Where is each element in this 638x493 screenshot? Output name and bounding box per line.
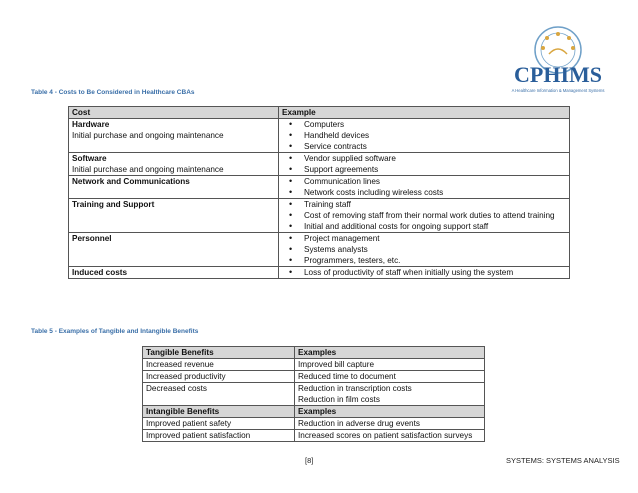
cost-note: Initial purchase and ongoing maintenance: [72, 165, 224, 174]
table-row: [143, 371, 485, 383]
table5-caption: Table 5 - Examples of Tangible and Intangible Benefits: [31, 328, 199, 335]
example-cell: Reduced time to document: [295, 371, 485, 383]
example-cell: Increased scores on patient satisfaction surveys: [295, 430, 485, 442]
example-item: • Computers: [304, 119, 566, 130]
cost-name: Network and Communications: [72, 177, 190, 186]
table-row: [143, 359, 485, 371]
example-item: • Systems analysts: [304, 244, 566, 255]
example-item: • Network costs including wireless costs: [304, 187, 566, 198]
example-cell: Reduction in transcription costs Reduction in film costs: [295, 383, 485, 406]
benefit-cell: Intangible Benefits: [143, 406, 295, 418]
benefit-cell: Improved patient safety: [143, 418, 295, 430]
example-cell: [279, 199, 570, 233]
example-cell: Improved bill capture: [295, 359, 485, 371]
cost-name: Training and Support: [72, 200, 155, 209]
cost-cell: [69, 176, 279, 199]
example-cell: Examples: [295, 347, 485, 359]
example-cell: [279, 153, 570, 176]
footer-title: SYSTEMS: SYSTEMS ANALYSIS: [506, 456, 620, 465]
cost-cell: [69, 119, 279, 153]
cost-cell: [69, 233, 279, 267]
logo-text: CPHIMS: [514, 62, 602, 87]
table-row: [69, 119, 570, 153]
example-item: • Handheld devices: [304, 130, 566, 141]
example-item: • Loss of productivity of staff when initially using the system: [304, 267, 566, 278]
example-item: • Communication lines: [304, 176, 566, 187]
table-header-row: [69, 107, 570, 119]
cost-note: Initial purchase and ongoing maintenance: [72, 131, 224, 140]
benefit-cell: Increased productivity: [143, 371, 295, 383]
example-item: • Cost of removing staff from their normal work duties to attend training: [304, 210, 566, 221]
benefit-cell: Increased revenue: [143, 359, 295, 371]
benefits-table: [142, 346, 485, 442]
example-cell: Examples: [295, 406, 485, 418]
costs-table: [68, 106, 570, 279]
example-cell: [279, 233, 570, 267]
cost-cell: [69, 153, 279, 176]
table4-caption: Table 4 - Costs to Be Considered in Healthcare CBAs: [31, 89, 195, 96]
example-item: • Initial and additional costs for ongoing support staff: [304, 221, 566, 232]
benefit-cell: Tangible Benefits: [143, 347, 295, 359]
table-row: [143, 418, 485, 430]
table-row: [69, 267, 570, 279]
table-row: [143, 383, 485, 406]
example-cell: [279, 119, 570, 153]
table-row: [69, 153, 570, 176]
example-item: • Support agreements: [304, 164, 566, 175]
table-header-row: [143, 406, 485, 418]
header-cost: Cost: [69, 107, 279, 119]
table-row: [69, 233, 570, 267]
benefit-cell: Improved patient satisfaction: [143, 430, 295, 442]
table-row: [143, 430, 485, 442]
cost-name: Induced costs: [72, 268, 128, 277]
example-cell: Reduction in adverse drug events: [295, 418, 485, 430]
example-item: • Training staff: [304, 199, 566, 210]
logo-subtitle: A Healthcare Information & Management Systems: [511, 88, 605, 93]
example-cell: [279, 176, 570, 199]
example-item: • Project management: [304, 233, 566, 244]
table-header-row: [143, 347, 485, 359]
cost-name: Software: [72, 154, 107, 163]
cost-name: Personnel: [72, 234, 112, 243]
page-number: [8]: [305, 456, 314, 465]
example-cell: [279, 267, 570, 279]
example-item: • Vendor supplied software: [304, 153, 566, 164]
cphims-logo: [503, 24, 613, 100]
table-row: [69, 176, 570, 199]
table-row: [69, 199, 570, 233]
cost-name: Hardware: [72, 120, 110, 129]
cost-cell: [69, 199, 279, 233]
cost-cell: [69, 267, 279, 279]
example-item: • Programmers, testers, etc.: [304, 255, 566, 266]
example-item: • Service contracts: [304, 141, 566, 152]
benefit-cell: Decreased costs: [143, 383, 295, 406]
header-example: Example: [279, 107, 570, 119]
